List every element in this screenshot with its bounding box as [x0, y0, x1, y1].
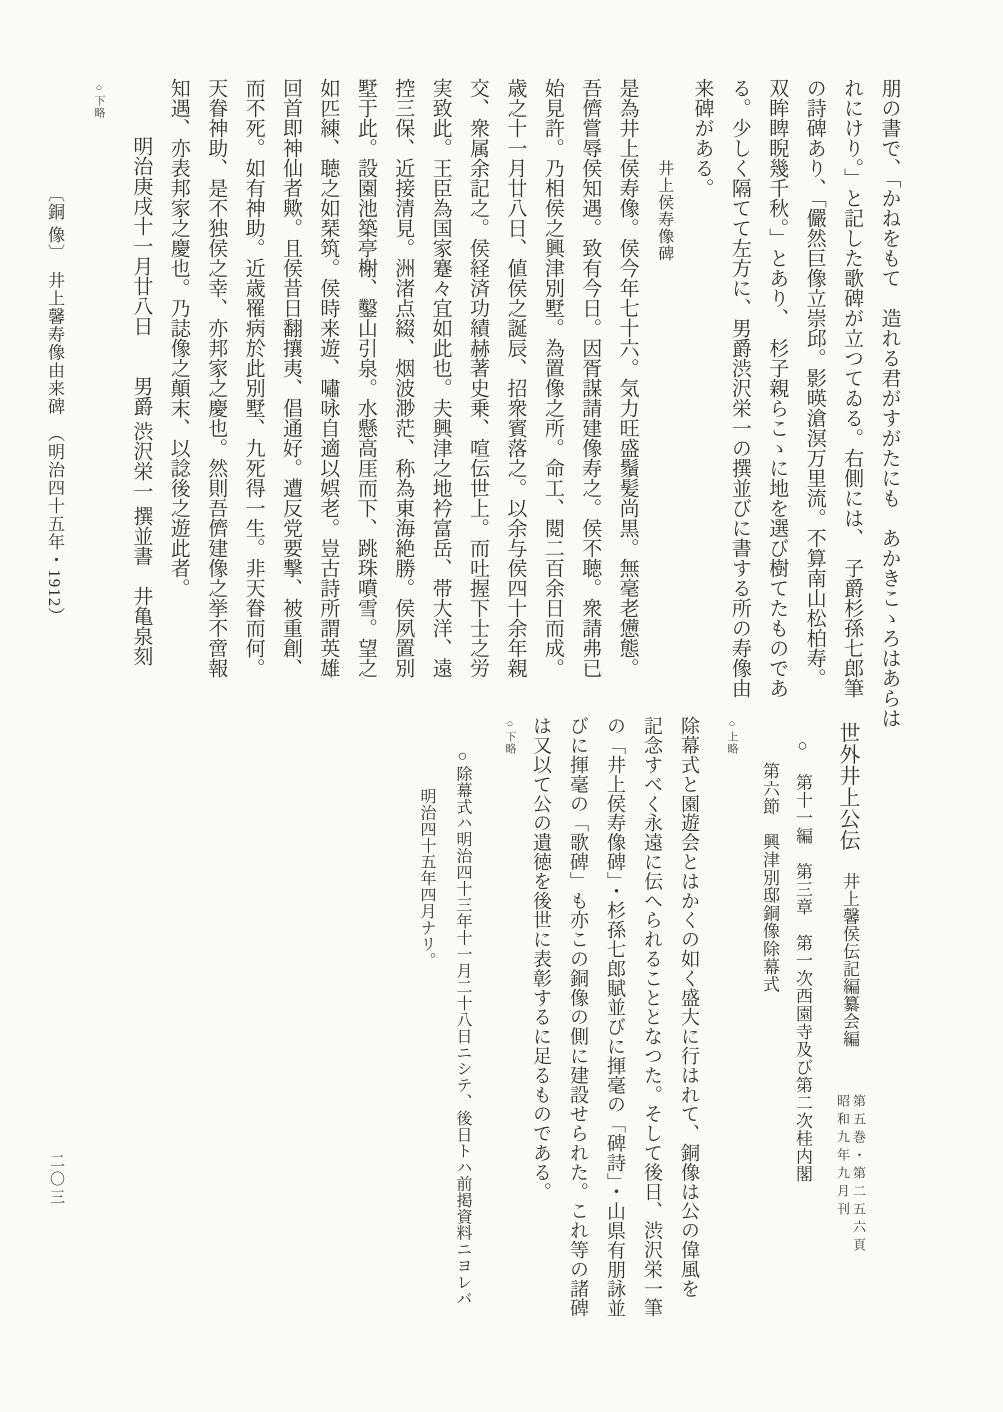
inscription-column: 歳之十一月廿八日、値侯之誕辰、招衆賓落之。以余与侯四十余年親 — [503, 78, 526, 678]
omission-note-top-block: ○下略 — [93, 82, 105, 119]
text-column: 朋の書で、「かねをもて 造れる君がすがたにも あかきこゝろはあらは — [878, 78, 900, 728]
inscription-column: 回首即神仙者歟。且侯昔日翻攘夷、倡通好。遭反党要撃、被重創、 — [279, 78, 302, 678]
inscription-heading: 井上侯寿像碑 — [655, 160, 673, 262]
inscription-column: 始見許。乃相侯之興津別墅。為置像之所。命工、閲二百余日而成。 — [541, 78, 564, 678]
paragraph-column: びに揮毫の「歌碑」も亦この銅像の側に建設せられた。これ等の諸碑 — [567, 716, 588, 1318]
footnote-column: 明治四十五年四月ナリ。 — [418, 788, 435, 969]
inscription-column: 知遇、亦表邦家之慶也。乃誌像之顛末、以諗後之遊此者。 — [167, 78, 190, 598]
inscription-column: 墅于此。設園池築亭榭、鑿山引泉。水懸高厓而下、跳珠噴雪。望之 — [354, 78, 377, 678]
side-category-label: 〔銅 像〕 井上馨寿像由来碑 （明治四十五年・1912） — [45, 185, 64, 626]
inscription-column: 実致此。王臣為国家蹇々宜如此也。夫興津之地衿富岳、帯大洋、遠 — [429, 78, 452, 678]
chapter-heading: ○ 第十一編 第三章 第一次西園寺及び第二次桂内閣 — [793, 736, 812, 1183]
volume-note — [834, 1094, 866, 1256]
inscription-column: 天眷神助、是不独侯之幸、亦邦家之慶也。然則吾儕建像之挙不啻報 — [204, 78, 227, 678]
book-title-column — [834, 722, 864, 1048]
paragraph-column: 除幕式と園遊会とはかくの如く盛大に行はれて、銅像は公の偉風を — [678, 716, 699, 1298]
omission-note-upper: ○上略 — [726, 718, 738, 755]
text-column: る。少しく隔てて左方に、男爵渋沢栄一の撰並びに書する所の寿像由 — [728, 78, 751, 698]
volume-note-line: 昭和九年九月刊 — [835, 1094, 850, 1220]
book-title: 世外井上公伝 — [837, 722, 861, 851]
omission-note-lower: ○下略 — [504, 718, 516, 755]
text-column: 双眸睥睨幾千秋。」とあり、 杉子親らこゝに地を選び樹てたものであ — [765, 78, 788, 698]
page-number: 二〇三 — [48, 1153, 64, 1207]
section-heading: 第六節 興津別邸銅像除幕式 — [760, 762, 779, 994]
book-editor: 井上馨侯伝記編纂会編 — [840, 872, 859, 1048]
paragraph-column: の「井上侯寿像碑」・杉孫七郎賦並びに揮毫の「碑詩」・山県有朋詠並 — [604, 716, 625, 1318]
inscription-date-column: 明治庚戌十一月廿八日 男爵 渋沢栄一 撰並書 井亀泉刻 — [129, 136, 152, 666]
inscription-column: 而不死。如有神助。近歳罹病於此別墅、九死得一生。非天眷而何。 — [242, 78, 265, 678]
footnote-column: ○除幕式ハ明治四十三年十一月二十八日ニシテ、後日トハ前掲資料ニヨレバ — [454, 748, 471, 1307]
inscription-column: 交、衆属余記之。侯経済功績赫著史乗、喧伝世上。而吐握下士之労 — [466, 78, 489, 678]
bottom-paragraph-block — [522, 716, 707, 1376]
text-column: れにけり。」と記した歌碑が立つてゐる。右側には、 子爵杉孫七郎筆 — [840, 78, 863, 698]
footnote-block — [408, 748, 480, 1307]
inscription-column: 是為井上侯寿像。侯今年七十六。気力旺盛鬚髪尚黒。無毫老憊態。 — [616, 78, 639, 678]
text-column: の詩碑あり、「儼然巨像立崇邱。影暎滄溟万里流。不算南山松柏寿。 — [803, 78, 826, 688]
paragraph-column: は又以て公の遺徳を後世に表彰するに足るものである。 — [530, 716, 551, 1201]
inscription-column: 控三保、近接清見。洲渚点綴、烟波渺茫、称為東海絶勝。侯夙置別 — [391, 78, 414, 678]
main-text-block — [121, 78, 907, 778]
inscription-column: 如匹練、聴之如琹筑。侯時来遊、嘯咏自適以娯老。豈古詩所謂英雄 — [316, 78, 339, 678]
title-gap — [837, 851, 861, 873]
inscription-column: 吾儕嘗辱侯知遇。致有今日。因胥謀請建像寿之。侯不聴。衆請弗已 — [578, 78, 601, 678]
volume-note-line: 第五巻・第二五六頁 — [851, 1094, 866, 1256]
text-column: 来碑がある。 — [690, 78, 713, 198]
paragraph-column: 記念すべく永遠に伝へられることとなつた。そして後日、渋沢栄一筆 — [641, 716, 662, 1318]
